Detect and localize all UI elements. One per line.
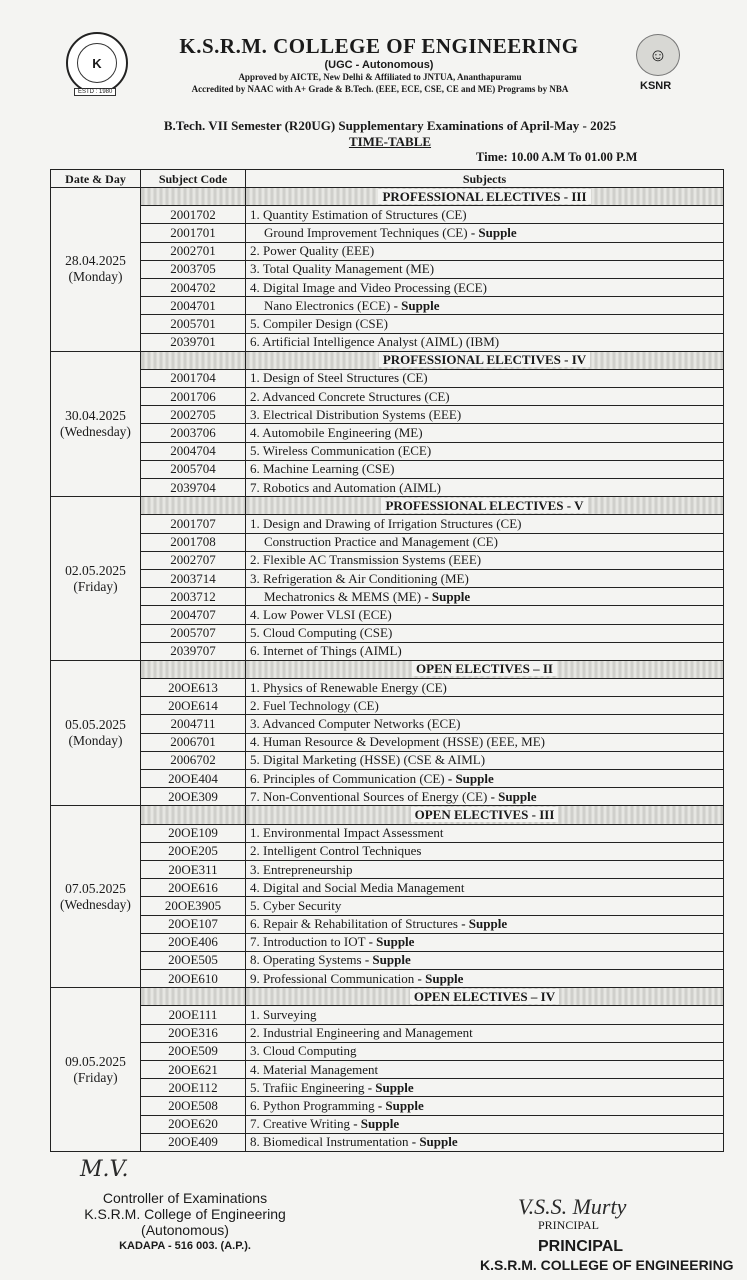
subject-code: 2003714 <box>141 569 246 587</box>
exam-date: 07.05.2025 <box>65 880 126 896</box>
subject-code: 2003712 <box>141 588 246 606</box>
accreditation-line: Accredited by NAAC with A+ Grade & B.Tech. (EEE, ECE, CSE, CE and ME) Programs by NBA <box>191 84 569 94</box>
subject-code: 20OE614 <box>141 697 246 715</box>
subject-cell <box>246 388 724 406</box>
subject-code: 20OE111 <box>141 1006 246 1024</box>
table-row <box>51 897 724 915</box>
subject-name: 5. Digital Marketing (HSSE) (CSE & AIML) <box>250 752 486 768</box>
subject-name: 6. Python Programming <box>250 1097 375 1113</box>
subject-name: Construction Practice and Management (CE) <box>264 534 498 550</box>
table-row <box>51 315 724 333</box>
ugc-status: (UGC - Autonomous) <box>324 59 434 71</box>
section-heading: OPEN ELECTIVES - III <box>411 807 559 822</box>
table-row <box>51 606 724 624</box>
section-heading: OPEN ELECTIVES – II <box>412 661 557 676</box>
subject-name: 1. Design of Steel Structures (CE) <box>250 370 428 386</box>
principal-label: PRINCIPAL <box>538 1218 599 1232</box>
subject-name: 4. Low Power VLSI (ECE) <box>250 606 392 622</box>
exam-day: (Monday) <box>68 269 123 285</box>
exam-date-cell <box>51 351 141 497</box>
supple-tag: - Supple <box>364 952 411 968</box>
exam-day: (Wednesday) <box>60 423 131 439</box>
subject-name: 7. Robotics and Automation (AIML) <box>250 479 442 495</box>
exam-day: (Wednesday) <box>60 896 131 912</box>
subject-name: Ground Improvement Techniques (CE) <box>264 224 468 240</box>
college-emblem-icon: K <box>66 32 128 94</box>
subject-name: 1. Quantity Estimation of Structures (CE) <box>250 206 467 222</box>
subject-code: 2005707 <box>141 624 246 642</box>
table-row <box>51 679 724 697</box>
subject-cell <box>246 606 724 624</box>
controller-signature-block <box>50 1157 320 1254</box>
table-row <box>51 1024 724 1042</box>
table-row <box>51 369 724 387</box>
letterhead <box>0 30 747 100</box>
subject-code: 2001704 <box>141 369 246 387</box>
subject-code: 20OE621 <box>141 1061 246 1079</box>
subject-cell <box>246 770 724 788</box>
subject-cell <box>246 642 724 660</box>
table-row <box>51 1133 724 1151</box>
subject-code: 2005704 <box>141 460 246 478</box>
subject-cell <box>246 260 724 278</box>
subject-cell <box>246 1024 724 1042</box>
supple-tag: - Supple <box>490 788 537 804</box>
subject-cell <box>246 624 724 642</box>
principal-signature-mark: V.S.S. Murty <box>518 1194 627 1219</box>
controller-address: KADAPA - 516 003. (A.P.). <box>119 1240 251 1252</box>
subject-cell <box>246 297 724 315</box>
subject-cell <box>246 733 724 751</box>
subject-cell <box>246 933 724 951</box>
subject-name: 2. Power Quality (EEE) <box>250 243 375 259</box>
subject-code: 2004707 <box>141 606 246 624</box>
subject-cell <box>246 842 724 860</box>
table-row <box>51 715 724 733</box>
subject-code: 2002701 <box>141 242 246 260</box>
subject-code: 2003705 <box>141 260 246 278</box>
table-row <box>51 697 724 715</box>
subject-name: 2. Industrial Engineering and Management <box>250 1025 473 1041</box>
subject-name: 4. Automobile Engineering (ME) <box>250 425 423 441</box>
subject-code: 20OE309 <box>141 788 246 806</box>
subject-name: 2. Fuel Technology (CE) <box>250 697 379 713</box>
subject-cell <box>246 551 724 569</box>
subject-code: 20OE508 <box>141 1097 246 1115</box>
subject-cell <box>246 278 724 296</box>
subject-name: 1. Environmental Impact Assessment <box>250 825 444 841</box>
controller-title: Controller of Examinations <box>102 1190 268 1206</box>
exam-day: (Friday) <box>73 578 118 594</box>
subject-cell <box>246 442 724 460</box>
table-row <box>51 297 724 315</box>
exam-date: 30.04.2025 <box>65 407 126 423</box>
subject-cell <box>246 897 724 915</box>
subject-name: 3. Electrical Distribution Systems (EEE) <box>250 406 462 422</box>
table-row <box>51 224 724 242</box>
subject-cell <box>246 224 724 242</box>
table-row <box>51 588 724 606</box>
table-row <box>51 533 724 551</box>
subject-cell <box>246 970 724 988</box>
subject-code: 20OE406 <box>141 933 246 951</box>
subject-code: 2001706 <box>141 388 246 406</box>
section-code-blank <box>141 497 246 515</box>
approval-line: Approved by AICTE, New Delhi & Affiliated to JNTUA, Ananthapuramu <box>238 72 522 82</box>
subject-cell <box>246 533 724 551</box>
exam-date: 05.05.2025 <box>65 717 126 733</box>
subject-cell <box>246 369 724 387</box>
subject-cell <box>246 951 724 969</box>
supple-tag: - Supple <box>447 770 494 786</box>
subject-cell <box>246 824 724 842</box>
subject-cell <box>246 460 724 478</box>
principal-stamp-college: K.S.R.M. COLLEGE OF ENGINEERING <box>480 1257 734 1273</box>
subject-code: 20OE311 <box>141 860 246 878</box>
subject-cell <box>246 715 724 733</box>
table-row <box>51 333 724 351</box>
exam-date-cell <box>51 188 141 352</box>
subject-name: 9. Professional Communication <box>250 970 415 986</box>
table-row <box>51 242 724 260</box>
subject-name: 2. Advanced Concrete Structures (CE) <box>250 388 450 404</box>
supple-tag: - Supple <box>353 1116 400 1132</box>
subject-cell <box>246 406 724 424</box>
table-row <box>51 406 724 424</box>
subject-code: 2006701 <box>141 733 246 751</box>
table-row <box>51 206 724 224</box>
subject-name: 1. Surveying <box>250 1007 317 1023</box>
subject-cell <box>246 1006 724 1024</box>
subject-name: 1. Physics of Renewable Energy (CE) <box>250 679 447 695</box>
subject-name: 4. Material Management <box>250 1061 379 1077</box>
subject-code: 2004711 <box>141 715 246 733</box>
section-heading: PROFESSIONAL ELECTIVES - IV <box>379 352 590 367</box>
table-row <box>51 1097 724 1115</box>
subject-name: 6. Principles of Communication (CE) <box>250 770 445 786</box>
founder-portrait-icon: ☺ <box>636 34 680 76</box>
exam-date-cell <box>51 988 141 1152</box>
subject-code: 2001701 <box>141 224 246 242</box>
supple-tag: - Supple <box>461 916 508 932</box>
exam-date: 09.05.2025 <box>65 1053 126 1069</box>
subject-code: 20OE409 <box>141 1133 246 1151</box>
section-heading-cell <box>246 497 724 515</box>
subject-cell <box>246 1061 724 1079</box>
section-code-blank <box>141 806 246 824</box>
subject-code: 20OE205 <box>141 842 246 860</box>
subject-code: 20OE509 <box>141 1042 246 1060</box>
section-heading-cell <box>246 188 724 206</box>
subject-cell <box>246 1079 724 1097</box>
subject-cell <box>246 569 724 587</box>
table-row <box>51 1042 724 1060</box>
subject-name: Mechatronics & MEMS (ME) <box>264 588 422 604</box>
subject-code: 20OE112 <box>141 1079 246 1097</box>
subject-name: 7. Non-Conventional Sources of Energy (CE) <box>250 788 488 804</box>
subject-name: 3. Cloud Computing <box>250 1043 357 1059</box>
subject-code: 2001702 <box>141 206 246 224</box>
section-heading-cell <box>246 988 724 1006</box>
subject-code: 20OE610 <box>141 970 246 988</box>
subject-name: 5. Trafiic Engineering <box>250 1079 365 1095</box>
table-row <box>51 788 724 806</box>
controller-college: K.S.R.M. College of Engineering <box>84 1206 286 1222</box>
section-heading-cell <box>246 660 724 678</box>
exam-date-cell <box>51 660 141 806</box>
subject-name: 5. Cyber Security <box>250 897 342 913</box>
exam-date-cell <box>51 806 141 988</box>
subject-cell <box>246 1133 724 1151</box>
subject-code: 2005701 <box>141 315 246 333</box>
subject-name: 6. Repair & Rehabilitation of Structures <box>250 916 458 932</box>
table-row <box>51 624 724 642</box>
subject-code: 2002707 <box>141 551 246 569</box>
exam-day: (Friday) <box>73 1069 118 1085</box>
subject-cell <box>246 515 724 533</box>
supple-tag: - Supple <box>377 1097 424 1113</box>
subject-code: 20OE109 <box>141 824 246 842</box>
subject-cell <box>246 697 724 715</box>
subject-cell <box>246 588 724 606</box>
subject-name: 3. Entrepreneurship <box>250 861 353 877</box>
subject-code: 2003706 <box>141 424 246 442</box>
section-row <box>51 497 724 515</box>
subject-cell <box>246 333 724 351</box>
section-code-blank <box>141 351 246 369</box>
right-logo-label: KSNR <box>640 80 672 92</box>
section-code-blank <box>141 188 246 206</box>
subject-cell <box>246 1115 724 1133</box>
table-row <box>51 1006 724 1024</box>
table-row <box>51 1079 724 1097</box>
column-header-date: Date & Day <box>51 170 141 188</box>
table-row <box>51 733 724 751</box>
subject-code: 20OE316 <box>141 1024 246 1042</box>
table-row <box>51 642 724 660</box>
supple-tag: - Supple <box>368 934 415 950</box>
subject-code: 20OE613 <box>141 679 246 697</box>
column-header-subjects: Subjects <box>246 170 724 188</box>
timetable-title: TIME-TABLE <box>348 134 432 149</box>
subject-cell <box>246 788 724 806</box>
table-row <box>51 915 724 933</box>
subject-name: 7. Introduction to IOT <box>250 934 366 950</box>
table-row <box>51 460 724 478</box>
subject-name: 3. Refrigeration & Air Conditioning (ME) <box>250 570 469 586</box>
subject-name: Nano Electronics (ECE) <box>264 297 391 313</box>
subject-code: 2004701 <box>141 297 246 315</box>
subject-cell <box>246 1042 724 1060</box>
table-row <box>51 970 724 988</box>
table-row <box>51 569 724 587</box>
subject-code: 2001707 <box>141 515 246 533</box>
supple-tag: - Supple <box>470 224 517 240</box>
subject-code: 2039701 <box>141 333 246 351</box>
subject-cell <box>246 206 724 224</box>
table-row <box>51 479 724 497</box>
subject-name: 8. Biomedical Instrumentation <box>250 1134 409 1150</box>
section-heading-cell <box>246 806 724 824</box>
subject-name: 2. Intelligent Control Techniques <box>250 843 422 859</box>
exam-date: 28.04.2025 <box>65 253 126 269</box>
subject-name: 5. Wireless Communication (ECE) <box>250 443 432 459</box>
subject-name: 4. Digital Image and Video Processing (ECE) <box>250 279 487 295</box>
section-heading: OPEN ELECTIVES – IV <box>410 989 559 1004</box>
exam-date-cell <box>51 497 141 661</box>
table-row <box>51 879 724 897</box>
controller-autonomous: (Autonomous) <box>141 1222 229 1238</box>
exam-time: Time: 10.00 A.M To 01.00 P.M <box>476 150 638 164</box>
supple-tag: - Supple <box>411 1134 458 1150</box>
subject-cell <box>246 242 724 260</box>
subject-name: 3. Advanced Computer Networks (ECE) <box>250 716 461 732</box>
exam-day: (Monday) <box>68 733 123 749</box>
section-code-blank <box>141 660 246 678</box>
table-row <box>51 933 724 951</box>
table-row <box>51 388 724 406</box>
subject-name: 7. Creative Writing <box>250 1116 350 1132</box>
supple-tag: - Supple <box>424 588 471 604</box>
subject-name: 5. Cloud Computing (CSE) <box>250 625 393 641</box>
subject-name: 1. Design and Drawing of Irrigation Structures (CE) <box>250 515 522 531</box>
timetable <box>50 169 724 1152</box>
subject-name: 8. Operating Systems <box>250 952 362 968</box>
exam-title: B.Tech. VII Semester (R20UG) Supplementary Examinations of April-May - 2025 <box>163 118 617 133</box>
section-heading-cell <box>246 351 724 369</box>
subject-name: 6. Machine Learning (CSE) <box>250 461 395 477</box>
section-row <box>51 988 724 1006</box>
subject-code: 2006702 <box>141 751 246 769</box>
subject-code: 20OE107 <box>141 915 246 933</box>
subject-code: 2004704 <box>141 442 246 460</box>
subject-cell <box>246 679 724 697</box>
estd-label: ESTD : 1980 <box>74 88 116 96</box>
table-row <box>51 551 724 569</box>
table-row <box>51 751 724 769</box>
section-row <box>51 660 724 678</box>
table-row <box>51 842 724 860</box>
table-header-row <box>51 170 724 188</box>
subject-name: 6. Artificial Intelligence Analyst (AIML) (IBM) <box>250 334 500 350</box>
section-row <box>51 188 724 206</box>
subject-code: 2001708 <box>141 533 246 551</box>
section-code-blank <box>141 988 246 1006</box>
subject-code: 20OE620 <box>141 1115 246 1133</box>
subject-name: 5. Compiler Design (CSE) <box>250 315 388 331</box>
subject-code: 20OE505 <box>141 951 246 969</box>
subject-name: 4. Digital and Social Media Management <box>250 879 465 895</box>
subject-cell <box>246 879 724 897</box>
supple-tag: - Supple <box>417 970 464 986</box>
table-row <box>51 260 724 278</box>
table-row <box>51 824 724 842</box>
section-row <box>51 351 724 369</box>
subject-name: 4. Human Resource & Development (HSSE) (EEE, ME) <box>250 734 545 750</box>
section-heading: PROFESSIONAL ELECTIVES - III <box>378 189 590 204</box>
table-row <box>51 1061 724 1079</box>
subject-cell <box>246 860 724 878</box>
subject-name: 6. Internet of Things (AIML) <box>250 643 402 659</box>
subject-cell <box>246 751 724 769</box>
table-row <box>51 515 724 533</box>
table-row <box>51 442 724 460</box>
college-name: K.S.R.M. COLLEGE OF ENGINEERING <box>179 34 579 58</box>
subject-name: 2. Flexible AC Transmission Systems (EEE) <box>250 552 482 568</box>
table-row <box>51 770 724 788</box>
subject-code: 2039707 <box>141 642 246 660</box>
subject-cell <box>246 479 724 497</box>
subject-code: 20OE616 <box>141 879 246 897</box>
subject-cell <box>246 315 724 333</box>
subject-cell <box>246 915 724 933</box>
subject-cell <box>246 424 724 442</box>
subject-code: 2004702 <box>141 278 246 296</box>
subject-code: 20OE404 <box>141 770 246 788</box>
table-row <box>51 951 724 969</box>
table-row <box>51 860 724 878</box>
table-row <box>51 424 724 442</box>
table-row <box>51 278 724 296</box>
subject-code: 20OE3905 <box>141 897 246 915</box>
supple-tag: - Supple <box>393 297 440 313</box>
table-row <box>51 1115 724 1133</box>
principal-stamp-title: PRINCIPAL <box>538 1238 624 1255</box>
subject-code: 2002705 <box>141 406 246 424</box>
timetable-body <box>51 188 724 1152</box>
supple-tag: - Supple <box>367 1079 414 1095</box>
subject-code: 2039704 <box>141 479 246 497</box>
subject-cell <box>246 1097 724 1115</box>
column-header-code: Subject Code <box>141 170 246 188</box>
section-heading: PROFESSIONAL ELECTIVES - V <box>381 498 587 513</box>
exam-date: 02.05.2025 <box>65 562 126 578</box>
subject-name: 3. Total Quality Management (ME) <box>250 261 435 277</box>
controller-signature-mark: M.V. <box>80 1157 129 1182</box>
section-row <box>51 806 724 824</box>
